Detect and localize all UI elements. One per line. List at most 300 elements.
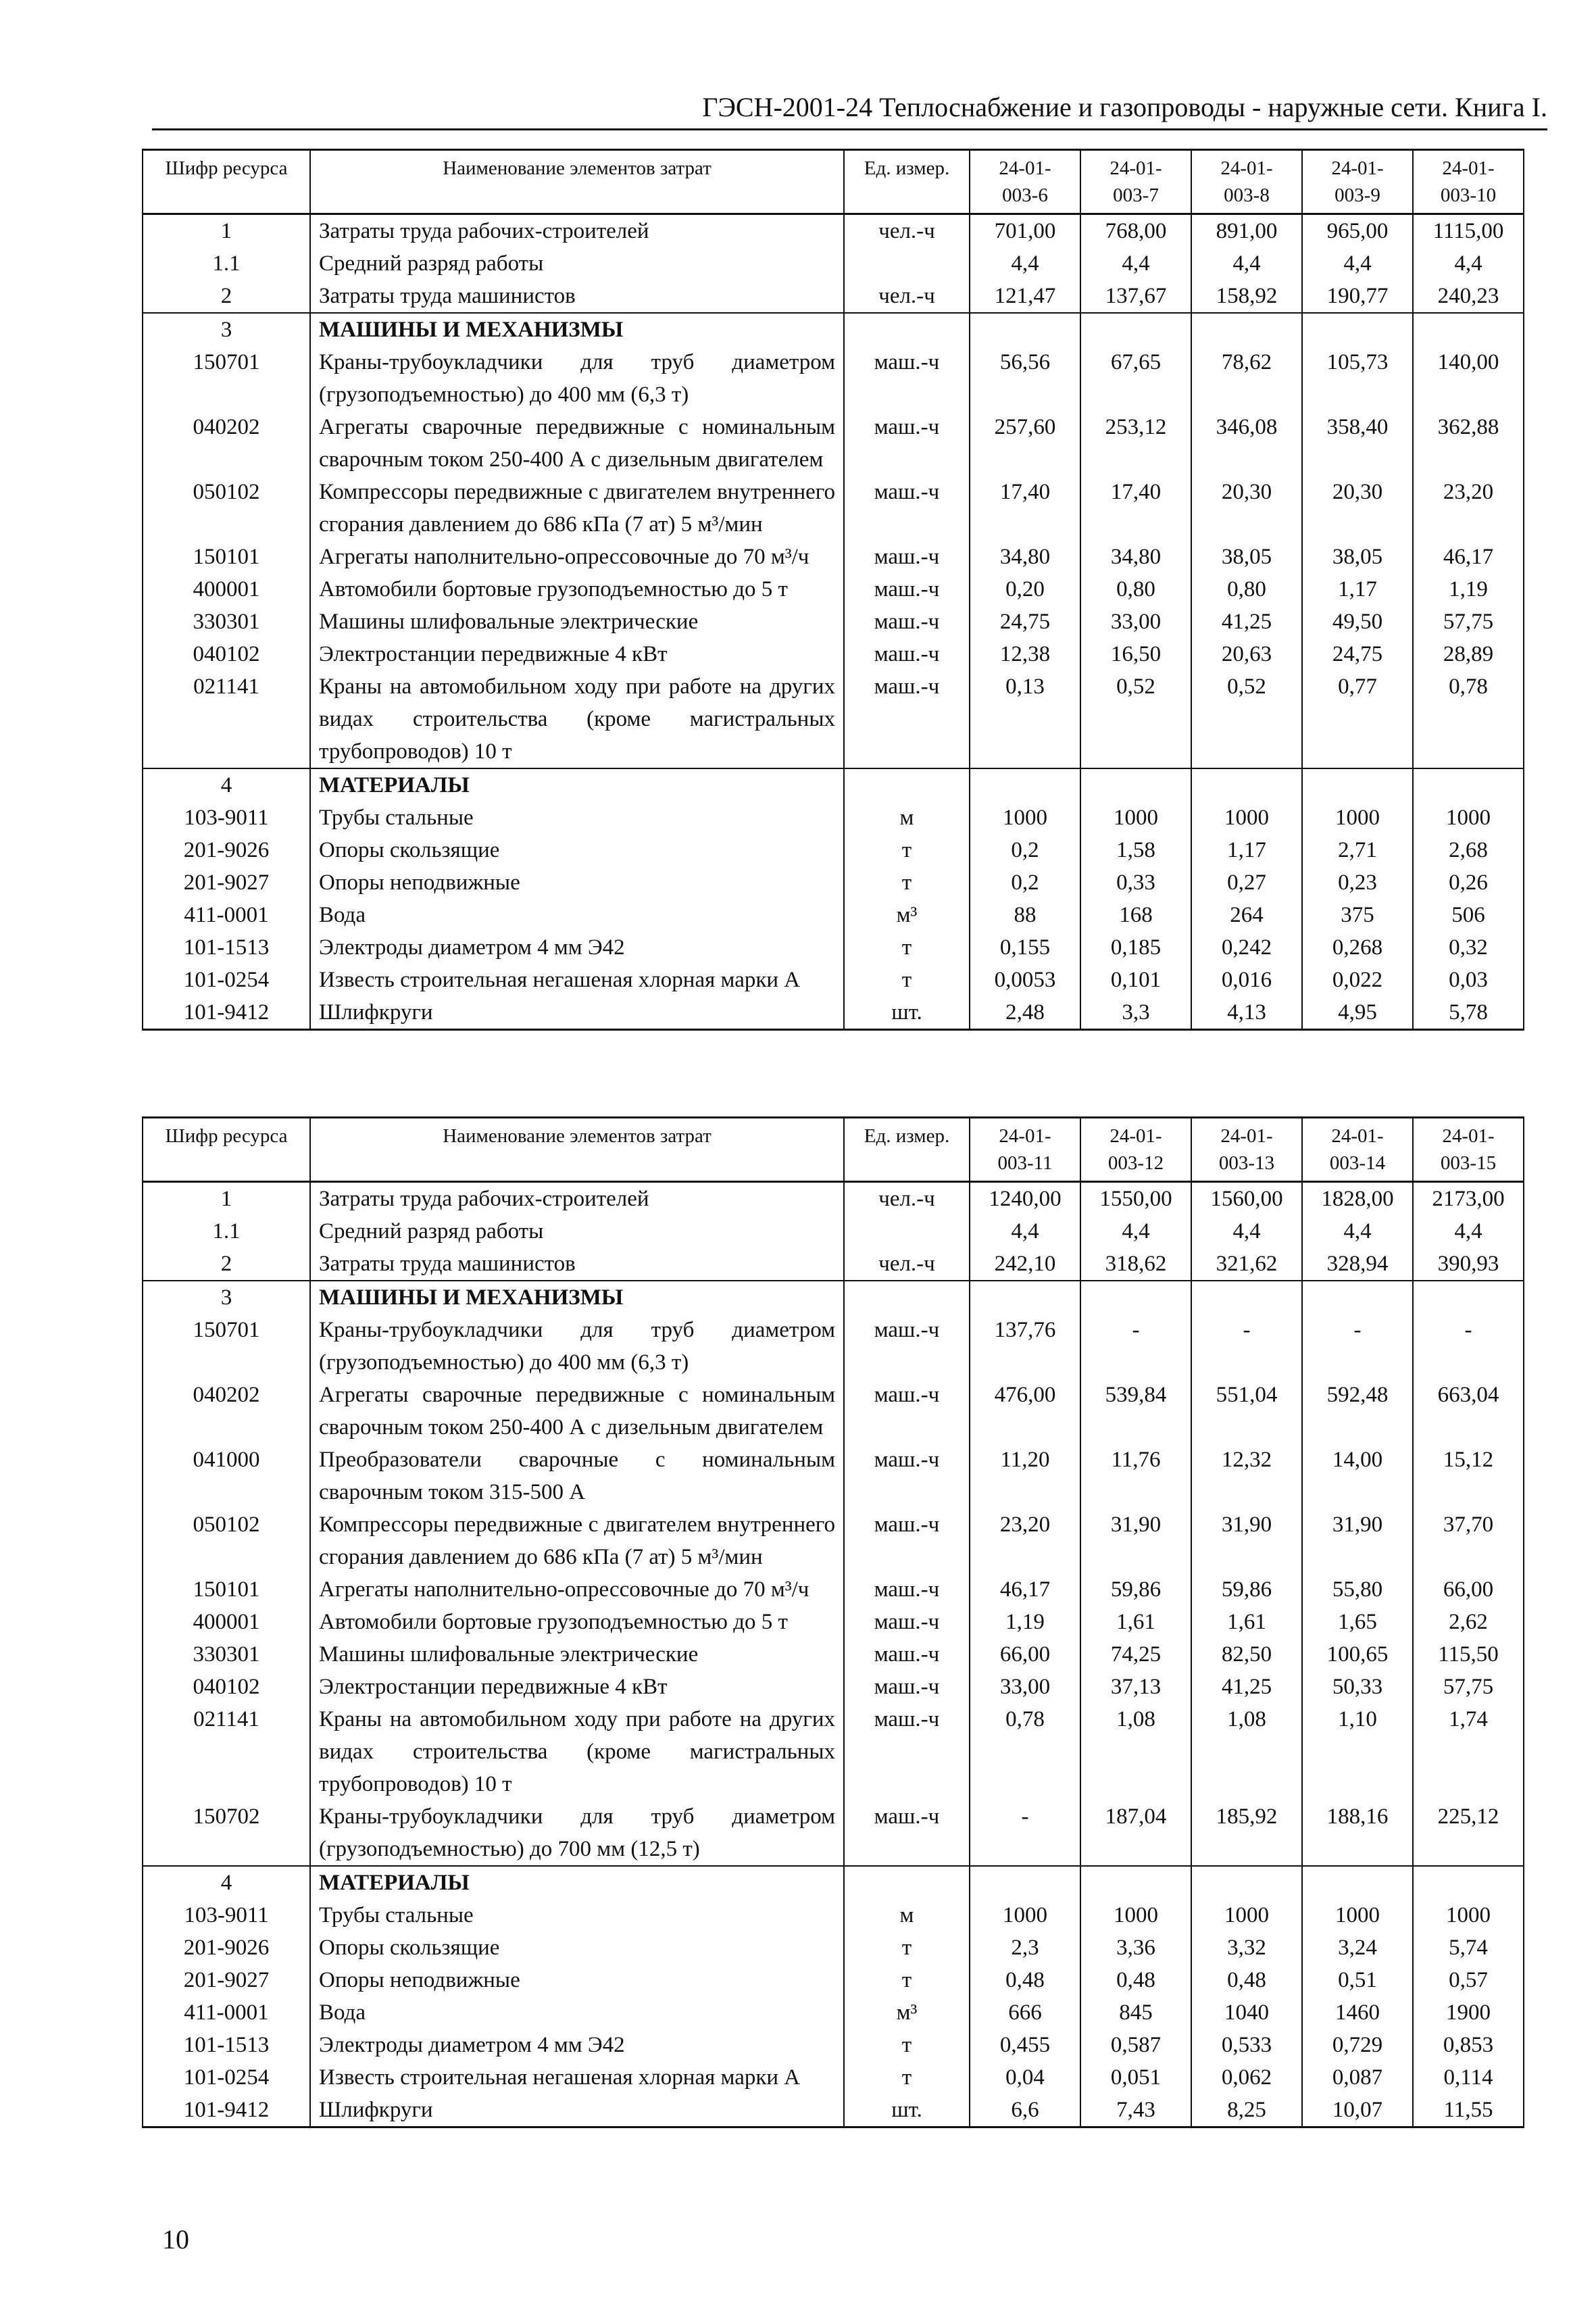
unit-cell: маш.-ч: [844, 606, 970, 638]
value-cell: 49,50: [1302, 606, 1413, 638]
resource-code-cell: 330301: [143, 1638, 310, 1671]
value-cell: 24,75: [970, 606, 1080, 638]
value-cell: [1413, 768, 1524, 802]
value-cell: 845: [1080, 1996, 1191, 2029]
unit-cell: чел.-ч: [844, 1248, 970, 1281]
table-row: [143, 411, 1524, 476]
value-cell: 57,75: [1413, 1671, 1524, 1703]
value-cell: 1,19: [1413, 573, 1524, 606]
value-cell: 592,48: [1302, 1379, 1413, 1444]
value-cell: 4,4: [1080, 1215, 1191, 1248]
value-cell: 1000: [1413, 802, 1524, 834]
value-cell: 11,20: [970, 1444, 1080, 1508]
unit-cell: т: [844, 2029, 970, 2061]
resource-code-cell: 150101: [143, 1573, 310, 1606]
value-cell: 88: [970, 899, 1080, 931]
value-cell: [1413, 1281, 1524, 1314]
value-cell: 0,80: [1191, 573, 1302, 606]
resource-name-cell: Краны-трубоукладчики для труб диаметром (грузоподъемностью) до 700 мм (12,5 т): [310, 1800, 844, 1866]
value-cell: 56,56: [970, 346, 1080, 411]
value-cell: 321,62: [1191, 1248, 1302, 1281]
unit-cell: т: [844, 866, 970, 899]
value-cell: 38,05: [1302, 541, 1413, 573]
column-header-norm: 24-01- 003-9: [1302, 150, 1413, 214]
unit-cell: маш.-ч: [844, 1444, 970, 1508]
value-cell: [1302, 768, 1413, 802]
resource-table-2: [142, 1116, 1524, 2128]
resource-name-cell: Краны-трубоукладчики для труб диаметром (грузоподъемностью) до 400 мм (6,3 т): [310, 346, 844, 411]
resource-code-cell: 101-9412: [143, 2094, 310, 2127]
resource-name-cell: Затраты труда рабочих-строителей: [310, 214, 844, 248]
unit-cell: т: [844, 1931, 970, 1964]
table-row: [143, 313, 1524, 346]
value-cell: [1191, 313, 1302, 346]
column-header-norm: 24-01- 003-14: [1302, 1118, 1413, 1182]
value-cell: 16,50: [1080, 638, 1191, 670]
value-cell: 0,533: [1191, 2029, 1302, 2061]
resource-code-cell: 3: [143, 1281, 310, 1314]
resource-name-cell: Электростанции передвижные 4 кВт: [310, 1671, 844, 1703]
table-row: [143, 1800, 1524, 1866]
table-body: [143, 214, 1524, 1030]
resource-code-cell: 040202: [143, 1379, 310, 1444]
value-cell: 476,00: [970, 1379, 1080, 1444]
value-cell: 1828,00: [1302, 1182, 1413, 1216]
value-cell: 0,80: [1080, 573, 1191, 606]
value-cell: 0,48: [970, 1964, 1080, 1996]
page-number: 10: [162, 2224, 189, 2255]
unit-cell: [844, 1866, 970, 1899]
table-row: [143, 899, 1524, 931]
value-cell: 23,20: [1413, 476, 1524, 541]
table-row: [143, 1444, 1524, 1508]
resource-code-cell: 150702: [143, 1800, 310, 1866]
value-cell: 0,04: [970, 2061, 1080, 2094]
value-cell: 0,48: [1080, 1964, 1191, 1996]
header-rule: [152, 128, 1547, 130]
column-header-norm: 24-01- 003-6: [970, 150, 1080, 214]
value-cell: 0,03: [1413, 964, 1524, 996]
value-cell: 15,12: [1413, 1444, 1524, 1508]
table-row: [143, 964, 1524, 996]
table-row: [143, 1379, 1524, 1444]
unit-cell: [844, 1281, 970, 1314]
value-cell: -: [1191, 1314, 1302, 1379]
value-cell: 115,50: [1413, 1638, 1524, 1671]
resource-code-cell: 1.1: [143, 247, 310, 280]
value-cell: 10,07: [1302, 2094, 1413, 2127]
value-cell: 1,74: [1413, 1703, 1524, 1800]
value-cell: 46,17: [1413, 541, 1524, 573]
table-row: [143, 606, 1524, 638]
column-header-code: Шифр ресурса: [143, 1118, 310, 1182]
value-cell: 74,25: [1080, 1638, 1191, 1671]
unit-cell: м: [844, 1899, 970, 1931]
resource-name-cell: Электростанции передвижные 4 кВт: [310, 638, 844, 670]
unit-cell: маш.-ч: [844, 1573, 970, 1606]
value-cell: 37,13: [1080, 1671, 1191, 1703]
resource-code-cell: 330301: [143, 606, 310, 638]
unit-cell: маш.-ч: [844, 411, 970, 476]
unit-cell: т: [844, 931, 970, 964]
column-header-unit: Ед. измер.: [844, 1118, 970, 1182]
resource-name-cell: Краны-трубоукладчики для труб диаметром (грузоподъемностью) до 400 мм (6,3 т): [310, 1314, 844, 1379]
value-cell: 0,062: [1191, 2061, 1302, 2094]
resource-name-cell: Опоры скользящие: [310, 1931, 844, 1964]
table-header-row: [143, 150, 1524, 214]
value-cell: 0,587: [1080, 2029, 1191, 2061]
column-header-norm: 24-01- 003-7: [1080, 150, 1191, 214]
unit-cell: маш.-ч: [844, 346, 970, 411]
value-cell: 1,17: [1191, 834, 1302, 866]
value-cell: [1191, 1866, 1302, 1899]
table-header-row: [143, 1118, 1524, 1182]
value-cell: 965,00: [1302, 214, 1413, 248]
value-cell: 1,58: [1080, 834, 1191, 866]
value-cell: 168: [1080, 899, 1191, 931]
value-cell: 59,86: [1080, 1573, 1191, 1606]
unit-cell: маш.-ч: [844, 1314, 970, 1379]
unit-cell: чел.-ч: [844, 214, 970, 248]
unit-cell: чел.-ч: [844, 1182, 970, 1216]
unit-cell: шт.: [844, 996, 970, 1030]
unit-cell: [844, 768, 970, 802]
value-cell: 3,3: [1080, 996, 1191, 1030]
value-cell: 121,47: [970, 280, 1080, 313]
unit-cell: м³: [844, 899, 970, 931]
resource-code-cell: 103-9011: [143, 802, 310, 834]
value-cell: [1302, 313, 1413, 346]
value-cell: 0,101: [1080, 964, 1191, 996]
value-cell: 1,19: [970, 1606, 1080, 1638]
column-header-name: Наименование элементов затрат: [310, 150, 844, 214]
value-cell: 0,155: [970, 931, 1080, 964]
value-cell: 0,114: [1413, 2061, 1524, 2094]
value-cell: 4,4: [1413, 247, 1524, 280]
value-cell: 0,268: [1302, 931, 1413, 964]
column-header-norm: 24-01- 003-15: [1413, 1118, 1524, 1182]
value-cell: 2,62: [1413, 1606, 1524, 1638]
value-cell: 11,76: [1080, 1444, 1191, 1508]
value-cell: 4,4: [1191, 247, 1302, 280]
value-cell: 0,087: [1302, 2061, 1413, 2094]
table-row: [143, 346, 1524, 411]
table-row: [143, 1671, 1524, 1703]
column-header-name: Наименование элементов затрат: [310, 1118, 844, 1182]
unit-cell: маш.-ч: [844, 573, 970, 606]
value-cell: [1413, 1866, 1524, 1899]
table-row: [143, 247, 1524, 280]
value-cell: 34,80: [970, 541, 1080, 573]
table-row: [143, 1573, 1524, 1606]
value-cell: 0,78: [1413, 670, 1524, 768]
value-cell: 4,4: [970, 1215, 1080, 1248]
table-row: [143, 1866, 1524, 1899]
value-cell: 28,89: [1413, 638, 1524, 670]
resource-name-cell: Электроды диаметром 4 мм Э42: [310, 2029, 844, 2061]
value-cell: 20,63: [1191, 638, 1302, 670]
value-cell: 158,92: [1191, 280, 1302, 313]
unit-cell: т: [844, 1964, 970, 1996]
value-cell: -: [970, 1800, 1080, 1866]
resource-code-cell: 1: [143, 1182, 310, 1216]
resource-name-cell: Средний разряд работы: [310, 1215, 844, 1248]
resource-code-cell: 150701: [143, 346, 310, 411]
unit-cell: маш.-ч: [844, 1800, 970, 1866]
value-cell: 375: [1302, 899, 1413, 931]
value-cell: 5,74: [1413, 1931, 1524, 1964]
value-cell: 1000: [1080, 1899, 1191, 1931]
resource-code-cell: 150701: [143, 1314, 310, 1379]
value-cell: 0,27: [1191, 866, 1302, 899]
value-cell: [1302, 1281, 1413, 1314]
value-cell: 0,33: [1080, 866, 1191, 899]
resource-name-cell: Затраты труда рабочих-строителей: [310, 1182, 844, 1216]
resource-name-cell: Затраты труда машинистов: [310, 1248, 844, 1281]
value-cell: 1000: [1191, 802, 1302, 834]
table-row: [143, 1314, 1524, 1379]
value-cell: 188,16: [1302, 1800, 1413, 1866]
value-cell: 1,10: [1302, 1703, 1413, 1800]
column-header-norm: 24-01- 003-11: [970, 1118, 1080, 1182]
resource-name-cell: Вода: [310, 899, 844, 931]
value-cell: 3,24: [1302, 1931, 1413, 1964]
table-row: [143, 866, 1524, 899]
resource-code-cell: 021141: [143, 1703, 310, 1800]
value-cell: 891,00: [1191, 214, 1302, 248]
value-cell: 1115,00: [1413, 214, 1524, 248]
value-cell: [1191, 768, 1302, 802]
value-cell: 346,08: [1191, 411, 1302, 476]
value-cell: 2,71: [1302, 834, 1413, 866]
resource-code-cell: 201-9027: [143, 1964, 310, 1996]
table-row: [143, 1996, 1524, 2029]
value-cell: 66,00: [970, 1638, 1080, 1671]
unit-cell: м³: [844, 1996, 970, 2029]
value-cell: [1191, 1281, 1302, 1314]
table-row: [143, 476, 1524, 541]
value-cell: 0,0053: [970, 964, 1080, 996]
unit-cell: чел.-ч: [844, 280, 970, 313]
value-cell: 1550,00: [1080, 1182, 1191, 1216]
value-cell: 0,52: [1191, 670, 1302, 768]
value-cell: 38,05: [1191, 541, 1302, 573]
resource-name-cell: Трубы стальные: [310, 802, 844, 834]
table-row: [143, 670, 1524, 768]
value-cell: 0,016: [1191, 964, 1302, 996]
column-header-norm: 24-01- 003-8: [1191, 150, 1302, 214]
value-cell: 187,04: [1080, 1800, 1191, 1866]
value-cell: [970, 313, 1080, 346]
resource-name-cell: Агрегаты сварочные передвижные с номинальным сварочным током 250-400 А с дизельным двигателем: [310, 1379, 844, 1444]
unit-cell: маш.-ч: [844, 1508, 970, 1573]
resource-name-cell: Агрегаты наполнительно-опрессовочные до 70 м³/ч: [310, 1573, 844, 1606]
value-cell: 1900: [1413, 1996, 1524, 2029]
unit-cell: маш.-ч: [844, 1606, 970, 1638]
value-cell: 1000: [1080, 802, 1191, 834]
table-row: [143, 280, 1524, 313]
column-header-code: Шифр ресурса: [143, 150, 310, 214]
page-header-title: ГЭСН-2001-24 Теплоснабжение и газопроводы - наружные сети. Книга I.: [702, 92, 1547, 122]
value-cell: 41,25: [1191, 606, 1302, 638]
resource-name-cell: Вода: [310, 1996, 844, 2029]
value-cell: 318,62: [1080, 1248, 1191, 1281]
value-cell: 1,17: [1302, 573, 1413, 606]
resource-code-cell: 101-0254: [143, 964, 310, 996]
value-cell: 1,08: [1080, 1703, 1191, 1800]
value-cell: 1,65: [1302, 1606, 1413, 1638]
value-cell: 0,77: [1302, 670, 1413, 768]
resource-name-cell: Опоры скользящие: [310, 834, 844, 866]
resource-name-cell: МАШИНЫ И МЕХАНИЗМЫ: [310, 1281, 844, 1314]
value-cell: 37,70: [1413, 1508, 1524, 1573]
column-header-norm: 24-01- 003-12: [1080, 1118, 1191, 1182]
value-cell: 0,13: [970, 670, 1080, 768]
value-cell: 4,4: [1413, 1215, 1524, 1248]
value-cell: 46,17: [970, 1573, 1080, 1606]
resource-code-cell: 021141: [143, 670, 310, 768]
resource-name-cell: Известь строительная негашеная хлорная марки А: [310, 964, 844, 996]
unit-cell: т: [844, 964, 970, 996]
value-cell: 2,3: [970, 1931, 1080, 1964]
column-header-norm: 24-01- 003-10: [1413, 150, 1524, 214]
value-cell: 33,00: [970, 1671, 1080, 1703]
resource-code-cell: 2: [143, 1248, 310, 1281]
value-cell: [1080, 1866, 1191, 1899]
resource-code-cell: 2: [143, 280, 310, 313]
unit-cell: т: [844, 2061, 970, 2094]
value-cell: 100,65: [1302, 1638, 1413, 1671]
resource-name-cell: Трубы стальные: [310, 1899, 844, 1931]
resource-name-cell: Шлифкруги: [310, 2094, 844, 2127]
value-cell: 34,80: [1080, 541, 1191, 573]
unit-cell: маш.-ч: [844, 1703, 970, 1800]
value-cell: 66,00: [1413, 1573, 1524, 1606]
table-row: [143, 638, 1524, 670]
value-cell: 105,73: [1302, 346, 1413, 411]
resource-name-cell: МАТЕРИАЛЫ: [310, 1866, 844, 1899]
unit-cell: маш.-ч: [844, 1379, 970, 1444]
value-cell: 0,2: [970, 866, 1080, 899]
value-cell: 20,30: [1302, 476, 1413, 541]
unit-cell: маш.-ч: [844, 476, 970, 541]
value-cell: 0,242: [1191, 931, 1302, 964]
value-cell: 666: [970, 1996, 1080, 2029]
unit-cell: [844, 1215, 970, 1248]
value-cell: 242,10: [970, 1248, 1080, 1281]
table-row: [143, 1508, 1524, 1573]
value-cell: [1413, 313, 1524, 346]
table-row: [143, 541, 1524, 573]
table-row: [143, 2029, 1524, 2061]
resource-code-cell: 050102: [143, 1508, 310, 1573]
table-row: [143, 1899, 1524, 1931]
value-cell: 1,61: [1080, 1606, 1191, 1638]
value-cell: 3,36: [1080, 1931, 1191, 1964]
column-header-norm: 24-01- 003-13: [1191, 1118, 1302, 1182]
value-cell: 50,33: [1302, 1671, 1413, 1703]
value-cell: 240,23: [1413, 280, 1524, 313]
value-cell: 7,43: [1080, 2094, 1191, 2127]
value-cell: 31,90: [1302, 1508, 1413, 1573]
resource-code-cell: 041000: [143, 1444, 310, 1508]
value-cell: 0,32: [1413, 931, 1524, 964]
resource-name-cell: Машины шлифовальные электрические: [310, 1638, 844, 1671]
resource-name-cell: МАТЕРИАЛЫ: [310, 768, 844, 802]
value-cell: [1080, 768, 1191, 802]
value-cell: 185,92: [1191, 1800, 1302, 1866]
resource-name-cell: Машины шлифовальные электрические: [310, 606, 844, 638]
value-cell: 390,93: [1413, 1248, 1524, 1281]
resource-code-cell: 101-0254: [143, 2061, 310, 2094]
resource-code-cell: 201-9026: [143, 1931, 310, 1964]
value-cell: 1000: [970, 1899, 1080, 1931]
unit-cell: т: [844, 834, 970, 866]
resource-code-cell: 3: [143, 313, 310, 346]
value-cell: [970, 1866, 1080, 1899]
table-row: [143, 931, 1524, 964]
value-cell: 17,40: [970, 476, 1080, 541]
value-cell: 0,23: [1302, 866, 1413, 899]
value-cell: 1,61: [1191, 1606, 1302, 1638]
value-cell: [1080, 313, 1191, 346]
value-cell: 551,04: [1191, 1379, 1302, 1444]
table-row: [143, 573, 1524, 606]
resource-code-cell: 040102: [143, 638, 310, 670]
resource-code-cell: 040202: [143, 411, 310, 476]
unit-cell: маш.-ч: [844, 1671, 970, 1703]
value-cell: 225,12: [1413, 1800, 1524, 1866]
value-cell: 12,38: [970, 638, 1080, 670]
resource-code-cell: 4: [143, 1866, 310, 1899]
table-row: [143, 214, 1524, 248]
value-cell: [970, 768, 1080, 802]
value-cell: 0,729: [1302, 2029, 1413, 2061]
value-cell: 82,50: [1191, 1638, 1302, 1671]
table-row: [143, 1182, 1524, 1216]
resource-name-cell: МАШИНЫ И МЕХАНИЗМЫ: [310, 313, 844, 346]
resource-code-cell: 400001: [143, 573, 310, 606]
value-cell: 2173,00: [1413, 1182, 1524, 1216]
table-row: [143, 1248, 1524, 1281]
value-cell: 41,25: [1191, 1671, 1302, 1703]
unit-cell: м: [844, 802, 970, 834]
table-row: [143, 802, 1524, 834]
value-cell: 264: [1191, 899, 1302, 931]
value-cell: 4,4: [1080, 247, 1191, 280]
unit-cell: [844, 313, 970, 346]
value-cell: 137,67: [1080, 280, 1191, 313]
resource-name-cell: Преобразователи сварочные с номинальным сварочным током 315-500 А: [310, 1444, 844, 1508]
resource-code-cell: 050102: [143, 476, 310, 541]
value-cell: 78,62: [1191, 346, 1302, 411]
value-cell: 1040: [1191, 1996, 1302, 2029]
value-cell: 328,94: [1302, 1248, 1413, 1281]
value-cell: 0,48: [1191, 1964, 1302, 1996]
value-cell: 2,68: [1413, 834, 1524, 866]
unit-cell: маш.-ч: [844, 1638, 970, 1671]
table-row: [143, 1281, 1524, 1314]
table-row: [143, 2061, 1524, 2094]
value-cell: -: [1413, 1314, 1524, 1379]
value-cell: 1,08: [1191, 1703, 1302, 1800]
value-cell: 358,40: [1302, 411, 1413, 476]
value-cell: 0,455: [970, 2029, 1080, 2061]
value-cell: 663,04: [1413, 1379, 1524, 1444]
resource-code-cell: 1.1: [143, 1215, 310, 1248]
value-cell: 59,86: [1191, 1573, 1302, 1606]
table-row: [143, 768, 1524, 802]
